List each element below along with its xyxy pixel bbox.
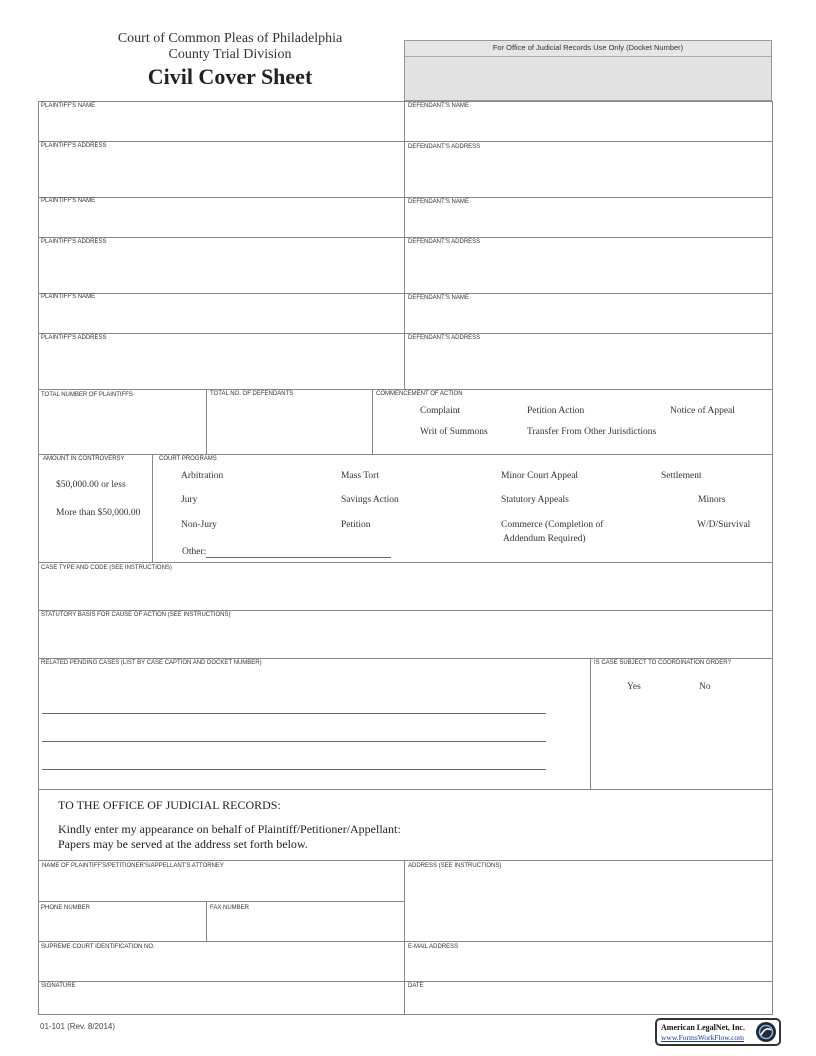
program-other-field[interactable] [206, 557, 391, 558]
total-plaintiffs-label: TOTAL NUMBER OF PLAINTIFFS [41, 392, 133, 398]
defendant-1-address-field[interactable] [405, 142, 772, 196]
court-division: County Trial Division [168, 47, 292, 62]
program-other-label: Other: [182, 547, 207, 557]
total-plaintiffs-field[interactable] [39, 390, 205, 453]
defendant-address-label: DEFENDANT'S ADDRESS [408, 144, 481, 150]
divider [372, 389, 373, 454]
attorney-address-field[interactable] [405, 861, 772, 940]
plaintiff-name-label: PLAINTIFF'S NAME [41, 198, 96, 204]
court-name: Court of Common Pleas of Philadelphia [117, 31, 343, 46]
related-case-line-2[interactable] [42, 741, 546, 742]
court-programs-label: COURT PROGRAMS [159, 456, 217, 462]
plaintiff-name-label: PLAINTIFF'S NAME [41, 294, 96, 300]
defendant-name-label: DEFENDANT'S NAME [408, 199, 469, 205]
program-minor-court-appeal[interactable]: Minor Court Appeal [501, 471, 579, 481]
office-use-label: For Office of Judicial Records Use Only (Docket Number) [492, 43, 684, 52]
defendant-3-address-field[interactable] [405, 334, 772, 388]
fax-number-label: FAX NUMBER [210, 905, 250, 911]
divider [38, 658, 773, 659]
program-petition[interactable]: Petition [341, 520, 371, 530]
case-type-label: CASE TYPE AND CODE (SEE INSTRUCTIONS) [41, 565, 172, 571]
program-mass-tort[interactable]: Mass Tort [341, 471, 379, 481]
commencement-complaint[interactable]: Complaint [420, 406, 461, 416]
commencement-writ-of-summons[interactable]: Writ of Summons [420, 427, 488, 437]
email-address-field[interactable] [405, 942, 772, 980]
docket-number-box[interactable] [404, 40, 772, 101]
total-defendants-field[interactable] [207, 390, 371, 453]
amount-label: AMOUNT IN CONTROVERSY [43, 456, 125, 462]
coordination-label: IS CASE SUBJECT TO COORDINATION ORDER? [594, 660, 731, 666]
related-cases-label: RELATED PENDING CASES (LIST BY CASE CAPTION AND DOCKET NUMBER) [41, 660, 262, 666]
attorney-address-label: ADDRESS (SEE INSTRUCTIONS) [408, 863, 502, 869]
notice-line-2: Papers may be served at the address set forth below. [58, 837, 308, 851]
brand-url[interactable]: www.FormsWorkFlow.com [661, 1033, 745, 1042]
plaintiff-name-label: PLAINTIFF'S NAME [41, 103, 96, 109]
phone-number-label: PHONE NUMBER [41, 905, 91, 911]
defendant-name-label: DEFENDANT'S NAME [408, 295, 469, 301]
divider [590, 658, 591, 789]
divider [38, 454, 773, 455]
program-commerce-note: Addendum Required) [503, 534, 586, 544]
program-settlement[interactable]: Settlement [661, 471, 702, 481]
plaintiff-address-label: PLAINTIFF'S ADDRESS [41, 335, 107, 341]
commencement-label: COMMENCEMENT OF ACTION [376, 391, 463, 397]
program-commerce[interactable]: Commerce (Completion of [501, 520, 604, 530]
plaintiff-address-label: PLAINTIFF'S ADDRESS [41, 143, 107, 149]
date-label: DATE [408, 983, 424, 989]
program-savings-action[interactable]: Savings Action [341, 495, 399, 505]
related-case-line-1[interactable] [42, 713, 546, 714]
brand-name: American LegalNet, Inc. [661, 1023, 745, 1032]
commencement-notice-of-appeal[interactable]: Notice of Appeal [670, 406, 735, 416]
page-title: Civil Cover Sheet [147, 64, 313, 89]
notice-heading: TO THE OFFICE OF JUDICIAL RECORDS: [58, 798, 281, 812]
defendant-name-label: DEFENDANT'S NAME [408, 103, 469, 109]
program-wd-survival[interactable]: W/D/Survival [697, 520, 751, 530]
total-defendants-label: TOTAL NO. OF DEFENDANTS [210, 391, 294, 397]
program-arbitration[interactable]: Arbitration [181, 471, 224, 481]
defendant-address-label: DEFENDANT'S ADDRESS [408, 335, 481, 341]
email-address-label: E-MAIL ADDRESS [408, 944, 459, 950]
divider [152, 454, 153, 562]
program-statutory-appeals[interactable]: Statutory Appeals [501, 495, 569, 505]
defendant-2-address-field[interactable] [405, 238, 772, 292]
defendant-address-label: DEFENDANT'S ADDRESS [408, 239, 481, 245]
commencement-petition-action[interactable]: Petition Action [527, 406, 585, 416]
program-jury[interactable]: Jury [181, 495, 198, 505]
plaintiff-3-address-field[interactable] [39, 334, 403, 388]
coordination-no[interactable]: No [699, 682, 711, 692]
amount-option-over[interactable]: More than $50,000.00 [56, 508, 141, 518]
program-non-jury[interactable]: Non-Jury [181, 520, 217, 530]
program-minors[interactable]: Minors [698, 495, 726, 505]
amount-option-under[interactable]: $50,000.00 or less [56, 480, 126, 490]
attorney-name-label: NAME OF PLAINTIFF'S/PETITIONER'S/APPELLANT'S ATTORNEY [42, 863, 224, 869]
supreme-court-id-label: SUPREME COURT IDENTIFICATION NO. [41, 944, 155, 950]
signature-label: SIGNATURE [41, 983, 76, 989]
globe-icon [755, 1021, 777, 1043]
plaintiff-2-address-field[interactable] [39, 238, 403, 292]
statutory-basis-label: STATUTORY BASIS FOR CAUSE OF ACTION (SEE INSTRUCTIONS) [41, 612, 231, 618]
divider [38, 789, 773, 790]
signature-field[interactable] [39, 982, 403, 1014]
form-number: 01-101 (Rev. 8/2014) [40, 1022, 116, 1031]
plaintiff-address-label: PLAINTIFF'S ADDRESS [41, 239, 107, 245]
date-field[interactable] [405, 982, 772, 1014]
coordination-yes[interactable]: Yes [627, 682, 641, 692]
brand-badge [655, 1018, 781, 1046]
commencement-transfer[interactable]: Transfer From Other Jurisdictions [527, 427, 657, 437]
notice-line-1: Kindly enter my appearance on behalf of Plaintiff/Petitioner/Appellant: [58, 822, 401, 836]
plaintiff-1-address-field[interactable] [39, 142, 403, 196]
related-case-line-3[interactable] [42, 769, 546, 770]
